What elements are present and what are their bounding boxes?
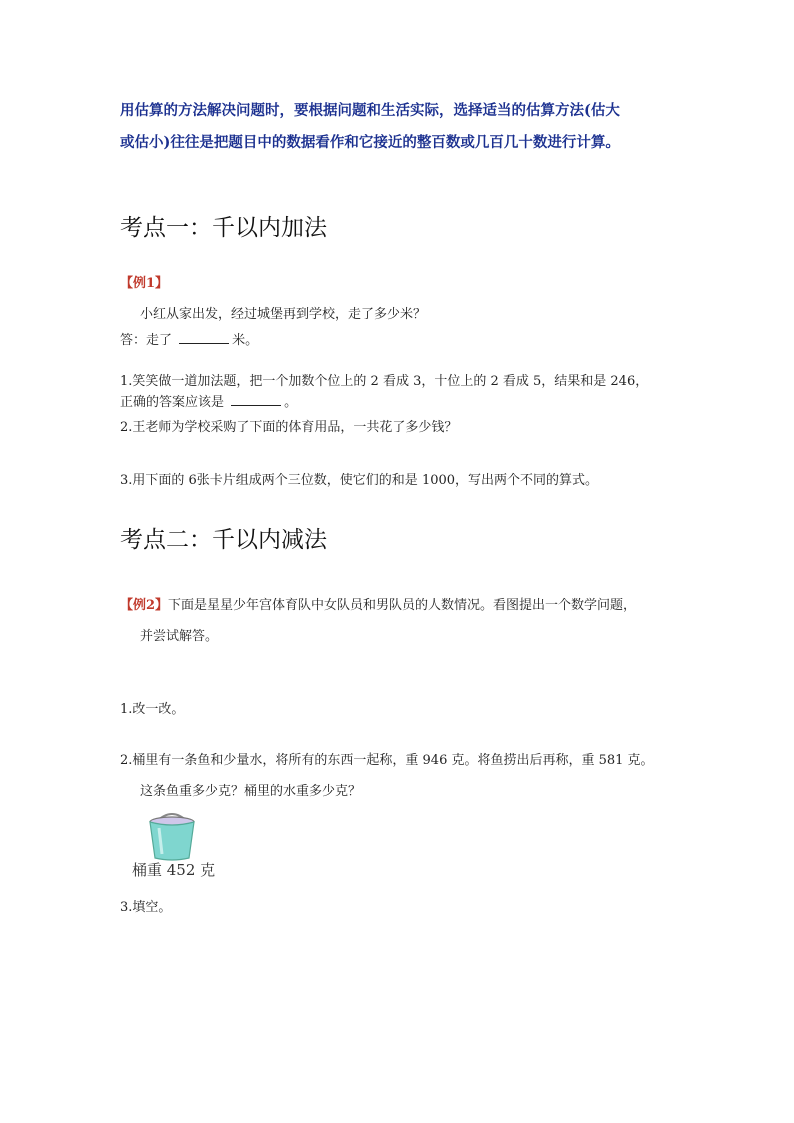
bucket-icon	[132, 812, 218, 862]
subtraction-question-3: 3.填空。	[120, 900, 172, 915]
addition-question-1-line-1: 1.笑笑做一道加法题，把一个加数个位上的 2 看成 3，十位上的 2 看成 5，结果和是 246，	[120, 374, 649, 389]
example-2-line-2: 并尝试解答。	[140, 629, 219, 644]
addition-question-1-line-2	[120, 391, 297, 410]
bucket-weight-label: 桶重 452 克	[132, 861, 216, 879]
answer-prefix: 答：走了	[120, 333, 173, 348]
intro-line-2: 或估小)往往是把题目中的数据看作和它接近的整百数或几百几十数进行计算。	[120, 134, 620, 151]
answer-suffix: 米。	[232, 333, 259, 348]
example-2-text: 下面是星星少年宫体育队中女队员和男队员的人数情况。看图提出一个数学问题，	[168, 598, 637, 613]
subtraction-question-2-line-2: 这条鱼重多少克？桶里的水重多少克？	[140, 784, 362, 799]
q1-blank[interactable]	[231, 393, 281, 406]
answer-blank[interactable]	[179, 331, 229, 344]
example-1-question: 小红从家出发，经过城堡再到学校，走了多少米？	[140, 307, 427, 322]
example-1-answer	[120, 329, 258, 348]
section-heading-subtraction: 考点二：千以内减法	[120, 527, 327, 553]
subtraction-question-1: 1.改一改。	[120, 702, 185, 717]
intro-line-1: 用估算的方法解决问题时，要根据问题和生活实际，选择适当的估算方法(估大	[120, 102, 620, 119]
q1-suffix: 。	[284, 395, 298, 410]
bucket-illustration	[132, 812, 218, 880]
example-2-line-1	[120, 594, 636, 613]
example-2-tag: 【例2】	[120, 598, 169, 613]
example-1-tag: 【例1】	[120, 276, 169, 291]
subtraction-question-2-line-1: 2.桶里有一条鱼和少量水，将所有的东西一起称，重 946 克。将鱼捞出后再称，重 581 克。	[120, 753, 654, 768]
q1-prefix: 正确的答案应该是	[120, 395, 225, 410]
addition-question-3: 3.用下面的 6张卡片组成两个三位数，使它们的和是 1000，写出两个不同的算式。	[120, 473, 599, 488]
addition-question-2: 2.王老师为学校采购了下面的体育用品，一共花了多少钱？	[120, 420, 458, 435]
section-heading-addition: 考点一：千以内加法	[120, 215, 327, 241]
